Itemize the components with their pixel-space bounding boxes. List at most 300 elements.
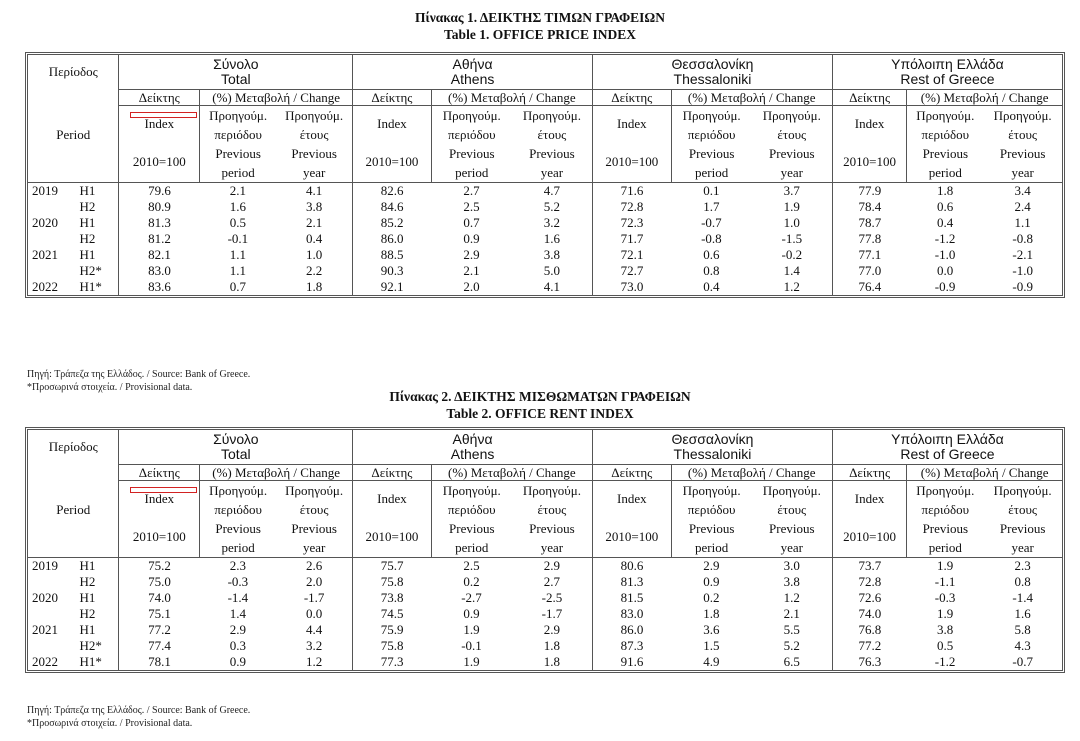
value-cell: 0.7: [229, 278, 246, 294]
value-cell: 1.8: [543, 653, 561, 669]
prev-period-greek-2: περιόδου: [447, 501, 496, 517]
index-label-english: Index: [377, 491, 407, 506]
header-row-groups: [28, 430, 1062, 464]
prev-period-greek-2: περιόδου: [687, 501, 736, 517]
previous-year-header: [983, 105, 1062, 182]
index-header-greek: Δείκτης: [832, 89, 906, 105]
group-header: [353, 430, 593, 464]
prev-year-english-1: Previous: [999, 145, 1046, 161]
base-year-label: 2010=100: [365, 529, 419, 544]
prev-period-greek-1: Προηγούμ.: [682, 482, 741, 498]
office-rent-index-table: [25, 427, 1065, 673]
prev-year-greek-2: έτους: [537, 126, 567, 142]
table1-title-greek: Πίνακας 1. ΔΕΙΚΤΗΣ ΤΙΜΩΝ ΓΡΑΦΕΙΩΝ: [415, 10, 665, 25]
prev-year-greek-2: έτους: [299, 501, 329, 517]
group-name-greek: Σύνολο: [213, 55, 259, 72]
table-row: [28, 279, 1062, 295]
provisional-note: *Προσωρινά στοιχεία. / Provisional data.: [27, 382, 193, 393]
index-header: [593, 105, 672, 182]
value-cell: 3.2: [543, 214, 561, 230]
prev-year-english-2: year: [1011, 164, 1034, 180]
value-cell: 0.6: [936, 198, 954, 214]
value-cell: 0.0: [936, 262, 954, 278]
value-cell: -0.1: [227, 230, 249, 246]
group-header: [119, 430, 353, 464]
index-header-greek: Δείκτης: [593, 464, 672, 480]
value-cell: 2.1: [783, 605, 800, 621]
year-cell: 2022: [32, 278, 58, 294]
value-cell: -0.7: [1012, 653, 1033, 669]
value-cell: 81.3: [593, 574, 672, 590]
index-header: [353, 105, 432, 182]
value-cell: 1.8: [703, 605, 720, 621]
prev-year-greek-2: έτους: [777, 501, 807, 517]
half-cell: H2: [79, 230, 96, 246]
previous-period-header: [200, 105, 277, 182]
prev-period-greek-1: Προηγούμ.: [209, 107, 268, 123]
year-cell: [28, 574, 76, 590]
previous-year-header: [752, 105, 833, 182]
year-cell: 2021: [32, 246, 58, 262]
index-header-greek: Δείκτης: [119, 464, 200, 480]
prev-period-english-2: period: [928, 164, 962, 180]
value-cell: -1.2: [934, 230, 956, 246]
prev-year-english-2: year: [540, 164, 564, 180]
value-cell: 3.8: [306, 198, 323, 214]
prev-year-greek-1: Προηγούμ.: [993, 482, 1052, 498]
base-year-label: 2010=100: [132, 154, 186, 169]
prev-year-greek-1: Προηγούμ.: [522, 107, 581, 123]
prev-year-english-2: year: [780, 539, 803, 555]
index-header: [832, 105, 906, 182]
value-cell: 2.7: [431, 182, 512, 199]
change-header: (%) Μεταβολή / Change: [200, 89, 353, 105]
period-header-english: Period: [56, 502, 91, 518]
value-cell: 78.7: [832, 215, 906, 231]
value-cell: 72.8: [593, 199, 672, 215]
prev-period-english-2: period: [455, 164, 489, 180]
prev-period-greek-1: Προηγούμ.: [209, 482, 268, 498]
half-cell: H2*: [79, 637, 102, 653]
index-header-greek: Δείκτης: [593, 89, 672, 105]
value-cell: 1.9: [783, 198, 800, 214]
half-cell: H1: [79, 214, 96, 230]
value-cell: 77.1: [832, 247, 906, 263]
table-body: [28, 557, 1062, 670]
prev-period-greek-1: Προηγούμ.: [682, 107, 741, 123]
highlighted-value-cell: 77.4: [119, 638, 200, 654]
value-cell: 1.2: [306, 653, 323, 669]
value-cell: 80.6: [593, 557, 672, 574]
half-cell: H2*: [79, 262, 102, 278]
group-name-english: Thessaloniki: [673, 445, 752, 462]
year-cell: 2021: [32, 621, 58, 637]
value-cell: 75.0: [119, 574, 200, 590]
value-cell: 3.4: [983, 182, 1062, 199]
value-cell: 5.2: [783, 637, 800, 653]
prev-year-greek-2: έτους: [1008, 126, 1038, 142]
base-year-label: 2010=100: [843, 154, 897, 169]
prev-year-english-2: year: [1011, 539, 1034, 555]
prev-year-english-1: Previous: [291, 145, 337, 161]
half-cell: H1: [76, 557, 119, 574]
prev-year-greek-1: Προηγούμ.: [993, 107, 1052, 123]
value-cell: 75.7: [353, 557, 432, 574]
value-cell: -0.3: [227, 573, 249, 589]
index-label-english: Index: [616, 116, 647, 131]
value-cell: 4.4: [306, 621, 323, 637]
index-label-english: Index: [854, 491, 885, 506]
value-cell: 5.0: [543, 262, 561, 278]
group-name-english: Thessaloniki: [673, 70, 752, 87]
source-note: Πηγή: Τράπεζα της Ελλάδος. / Source: Bank of Greece.: [27, 705, 251, 716]
value-cell: 0.2: [703, 589, 720, 605]
value-cell: 2.9: [671, 557, 752, 574]
prev-period-greek-1: Προηγούμ.: [916, 107, 975, 123]
value-cell: -2.1: [1012, 246, 1033, 262]
data-table: [28, 430, 1062, 670]
group-name-english: Rest of Greece: [900, 70, 995, 87]
value-cell: 77.9: [832, 182, 906, 199]
previous-period-header: [671, 105, 752, 182]
value-cell: 0.2: [463, 573, 480, 589]
previous-period-header: [200, 480, 277, 557]
index-header-greek: Δείκτης: [353, 464, 432, 480]
value-cell: 1.1: [1014, 214, 1031, 230]
year-cell: [28, 231, 76, 247]
index-header-greek: Δείκτης: [353, 89, 432, 105]
value-cell: 2.9: [463, 246, 480, 262]
value-cell: -1.7: [541, 605, 563, 621]
previous-period-header: [431, 480, 512, 557]
group-name-greek: Υπόλοιπη Ελλάδα: [891, 55, 1004, 72]
value-cell: 72.3: [593, 215, 672, 231]
value-cell: 1.2: [783, 589, 800, 605]
prev-period-english-2: period: [455, 539, 489, 555]
value-cell: 0.9: [229, 653, 246, 669]
prev-period-english-2: period: [695, 539, 729, 555]
value-cell: 77.2: [832, 638, 906, 654]
table-row: [28, 622, 1062, 638]
prev-year-english-2: year: [780, 164, 803, 180]
group-name-greek: Υπόλοιπη Ελλάδα: [891, 430, 1004, 447]
value-cell: 72.6: [832, 590, 906, 606]
value-cell: -1.0: [934, 246, 956, 262]
prev-period-greek-1: Προηγούμ.: [916, 482, 975, 498]
value-cell: 90.3: [353, 263, 432, 279]
value-cell: 3.0: [752, 557, 833, 574]
index-header-greek: Δείκτης: [119, 89, 200, 105]
value-cell: 0.1: [671, 182, 752, 199]
change-header: (%) Μεταβολή / Change: [907, 89, 1062, 105]
prev-period-english-1: Previous: [449, 520, 495, 536]
value-cell: 77.3: [353, 654, 432, 670]
index-label-english: Index: [854, 116, 885, 131]
value-cell: 0.8: [703, 262, 720, 278]
value-cell: 83.0: [593, 606, 672, 622]
highlighted-value-cell: 75.1: [119, 606, 200, 622]
index-header: [593, 480, 672, 557]
value-cell: 2.3: [200, 557, 277, 574]
prev-year-greek-2: έτους: [777, 126, 807, 142]
value-cell: 74.5: [353, 606, 432, 622]
previous-year-header: [752, 480, 833, 557]
value-cell: 0.4: [306, 230, 323, 246]
group-name-english: Rest of Greece: [900, 445, 995, 462]
prev-period-english-1: Previous: [215, 520, 261, 536]
table2-title-greek: Πίνακας 2. ΔΕΙΚΤΗΣ ΜΙΣΘΩΜΑΤΩΝ ΓΡΑΦΕΙΩΝ: [389, 389, 691, 404]
index-label-english: Index: [144, 491, 175, 506]
value-cell: 82.6: [353, 182, 432, 199]
prev-year-english-1: Previous: [529, 145, 575, 161]
value-cell: 1.6: [1014, 605, 1031, 621]
prev-year-english-1: Previous: [769, 145, 815, 161]
value-cell: 75.8: [353, 638, 432, 654]
value-cell: -1.0: [1012, 262, 1033, 278]
value-cell: 84.6: [353, 199, 432, 215]
highlighted-value-cell: 77.2: [119, 622, 200, 638]
value-cell: 78.4: [832, 199, 906, 215]
value-cell: -0.9: [1012, 278, 1033, 294]
highlighted-value-cell: 81.3: [119, 215, 200, 231]
value-cell: 2.2: [306, 262, 323, 278]
group-name-english: Athens: [450, 70, 495, 87]
prev-period-english-1: Previous: [922, 520, 969, 536]
value-cell: 1.0: [783, 214, 800, 230]
value-cell: 4.9: [703, 653, 720, 669]
prev-year-english-1: Previous: [529, 520, 575, 536]
value-cell: 2.0: [463, 278, 480, 294]
base-year-label: 2010=100: [365, 154, 419, 169]
half-cell: H1: [79, 621, 96, 637]
prev-period-greek-1: Προηγούμ.: [442, 482, 501, 498]
value-cell: -0.3: [934, 589, 956, 605]
group-header: [832, 55, 1062, 89]
value-cell: 2.6: [276, 557, 353, 574]
value-cell: 75.2: [119, 557, 200, 574]
prev-year-english-2: year: [302, 164, 326, 180]
value-cell: 77.8: [832, 231, 906, 247]
value-cell: 92.1: [353, 279, 432, 295]
prev-period-greek-1: Προηγούμ.: [442, 107, 501, 123]
value-cell: 1.1: [229, 246, 246, 262]
previous-period-header: [431, 105, 512, 182]
value-cell: 74.0: [832, 606, 906, 622]
prev-year-english-1: Previous: [291, 520, 337, 536]
value-cell: 76.4: [832, 279, 906, 295]
prev-period-greek-2: περιόδου: [214, 501, 262, 517]
value-cell: 75.8: [353, 574, 432, 590]
year-cell: [28, 199, 76, 215]
header-row-sub: [28, 89, 1062, 105]
value-cell: 1.7: [703, 198, 720, 214]
value-cell: 1.4: [783, 262, 800, 278]
value-cell: 75.9: [353, 622, 432, 638]
half-cell: H2: [79, 198, 96, 214]
year-cell: [28, 606, 76, 622]
table-row: [28, 199, 1062, 215]
prev-year-greek-1: Προηγούμ.: [762, 482, 821, 498]
value-cell: 0.9: [463, 605, 480, 621]
value-cell: 1.8: [306, 278, 323, 294]
value-cell: -1.7: [303, 589, 325, 605]
value-cell: 2.5: [431, 557, 512, 574]
value-cell: 1.8: [907, 182, 984, 199]
highlighted-value-cell: 83.6: [119, 279, 200, 295]
value-cell: 86.0: [353, 231, 432, 247]
change-header: (%) Μεταβολή / Change: [200, 464, 353, 480]
group-header: [832, 430, 1062, 464]
period-header-greek: Περίοδος: [48, 64, 98, 79]
group-header: [593, 55, 833, 89]
half-cell: H1: [79, 589, 96, 605]
value-cell: 2.9: [512, 557, 593, 574]
year-cell: 2019: [28, 557, 76, 574]
group-name-english: Total: [221, 445, 251, 462]
half-cell: H1*: [79, 653, 102, 669]
prev-year-greek-1: Προηγούμ.: [285, 482, 344, 498]
previous-year-header: [983, 480, 1062, 557]
prev-year-greek-2: έτους: [537, 501, 567, 517]
value-cell: 5.5: [783, 621, 800, 637]
group-name-greek: Θεσσαλονίκη: [671, 55, 754, 72]
year-cell: [28, 638, 76, 654]
header-row-sub: [28, 464, 1062, 480]
table-row: [28, 263, 1062, 279]
group-name-english: Athens: [450, 445, 495, 462]
value-cell: 1.0: [306, 246, 323, 262]
header-row-groups: [28, 55, 1062, 89]
group-name-english: Total: [221, 70, 251, 87]
value-cell: 91.6: [593, 654, 672, 670]
value-cell: 0.7: [463, 214, 480, 230]
value-cell: -1.5: [781, 230, 803, 246]
value-cell: 5.2: [543, 198, 561, 214]
value-cell: 81.5: [593, 590, 672, 606]
half-cell: H1: [79, 246, 96, 262]
value-cell: 1.6: [543, 230, 561, 246]
value-cell: 88.5: [353, 247, 432, 263]
value-cell: -0.8: [1012, 230, 1033, 246]
group-header: [593, 430, 833, 464]
prev-year-greek-2: έτους: [299, 126, 329, 142]
base-year-label: 2010=100: [843, 529, 897, 544]
previous-year-header: [276, 480, 353, 557]
group-name-greek: Σύνολο: [213, 430, 259, 447]
table-row: [28, 215, 1062, 231]
half-cell: H2: [79, 573, 96, 589]
change-header: (%) Μεταβολή / Change: [671, 464, 832, 480]
prev-period-english-2: period: [928, 539, 962, 555]
prev-period-english-2: period: [695, 164, 729, 180]
value-cell: 0.5: [229, 214, 246, 230]
index-header: [119, 105, 200, 182]
half-cell: H1: [76, 182, 119, 199]
value-cell: 2.5: [463, 198, 480, 214]
value-cell: 0.4: [703, 278, 720, 294]
value-cell: 77.0: [832, 263, 906, 279]
value-cell: 71.6: [593, 182, 672, 199]
period-header-english: Period: [56, 127, 91, 143]
value-cell: 2.3: [983, 557, 1062, 574]
value-cell: 79.6: [119, 182, 200, 199]
prev-year-greek-1: Προηγούμ.: [762, 107, 821, 123]
year-cell: [28, 263, 76, 279]
value-cell: 4.3: [1014, 637, 1031, 653]
prev-period-english-2: period: [221, 164, 255, 180]
base-year-label: 2010=100: [605, 529, 659, 544]
highlighted-value-cell: 81.2: [119, 231, 200, 247]
value-cell: 4.7: [512, 182, 593, 199]
value-cell: 1.6: [229, 198, 246, 214]
value-cell: 0.3: [229, 637, 246, 653]
value-cell: -0.8: [701, 230, 722, 246]
value-cell: 3.6: [703, 621, 720, 637]
value-cell: 2.9: [229, 621, 246, 637]
base-year-label: 2010=100: [605, 154, 659, 169]
value-cell: 0.5: [936, 637, 954, 653]
value-cell: 80.9: [119, 199, 200, 215]
header-row-detail: [28, 105, 1062, 182]
source-note: Πηγή: Τράπεζα της Ελλάδος. / Source: Bank of Greece.: [27, 369, 251, 380]
value-cell: 86.0: [593, 622, 672, 638]
previous-period-header: [671, 480, 752, 557]
value-cell: -1.4: [227, 589, 249, 605]
highlighted-value-cell: 82.1: [119, 247, 200, 263]
previous-period-header: [907, 480, 984, 557]
table-row: [28, 247, 1062, 263]
table-row: [28, 638, 1062, 654]
group-header: [353, 55, 593, 89]
value-cell: 73.8: [353, 590, 432, 606]
value-cell: -2.5: [541, 589, 563, 605]
index-label-english: Index: [144, 116, 175, 131]
value-cell: 1.9: [463, 653, 480, 669]
value-cell: 72.1: [593, 247, 672, 263]
index-header: [353, 480, 432, 557]
value-cell: 6.5: [783, 653, 800, 669]
value-cell: -0.9: [934, 278, 956, 294]
value-cell: 2.7: [543, 573, 561, 589]
group-header: [119, 55, 353, 89]
prev-period-greek-2: περιόδου: [921, 501, 970, 517]
table-row: [28, 606, 1062, 622]
prev-period-english-2: period: [221, 539, 255, 555]
value-cell: 1.5: [703, 637, 720, 653]
index-label-english: Index: [616, 491, 647, 506]
table-body: [28, 182, 1062, 295]
prev-year-english-1: Previous: [769, 520, 815, 536]
value-cell: 73.0: [593, 279, 672, 295]
index-header: [119, 480, 200, 557]
table1-title: [0, 9, 1080, 43]
highlighted-value-cell: 74.0: [119, 590, 200, 606]
value-cell: 3.8: [783, 573, 800, 589]
prev-year-greek-1: Προηγούμ.: [522, 482, 581, 498]
year-cell: 2019: [28, 182, 76, 199]
table-row: [28, 557, 1062, 574]
value-cell: 0.4: [936, 214, 954, 230]
previous-year-header: [276, 105, 353, 182]
table-row: [28, 654, 1062, 670]
index-label-english: Index: [377, 116, 407, 131]
value-cell: 3.8: [936, 621, 954, 637]
value-cell: 85.2: [353, 215, 432, 231]
prev-period-english-1: Previous: [688, 145, 735, 161]
value-cell: -1.2: [934, 653, 956, 669]
previous-period-header: [907, 105, 984, 182]
year-cell: 2020: [32, 214, 58, 230]
